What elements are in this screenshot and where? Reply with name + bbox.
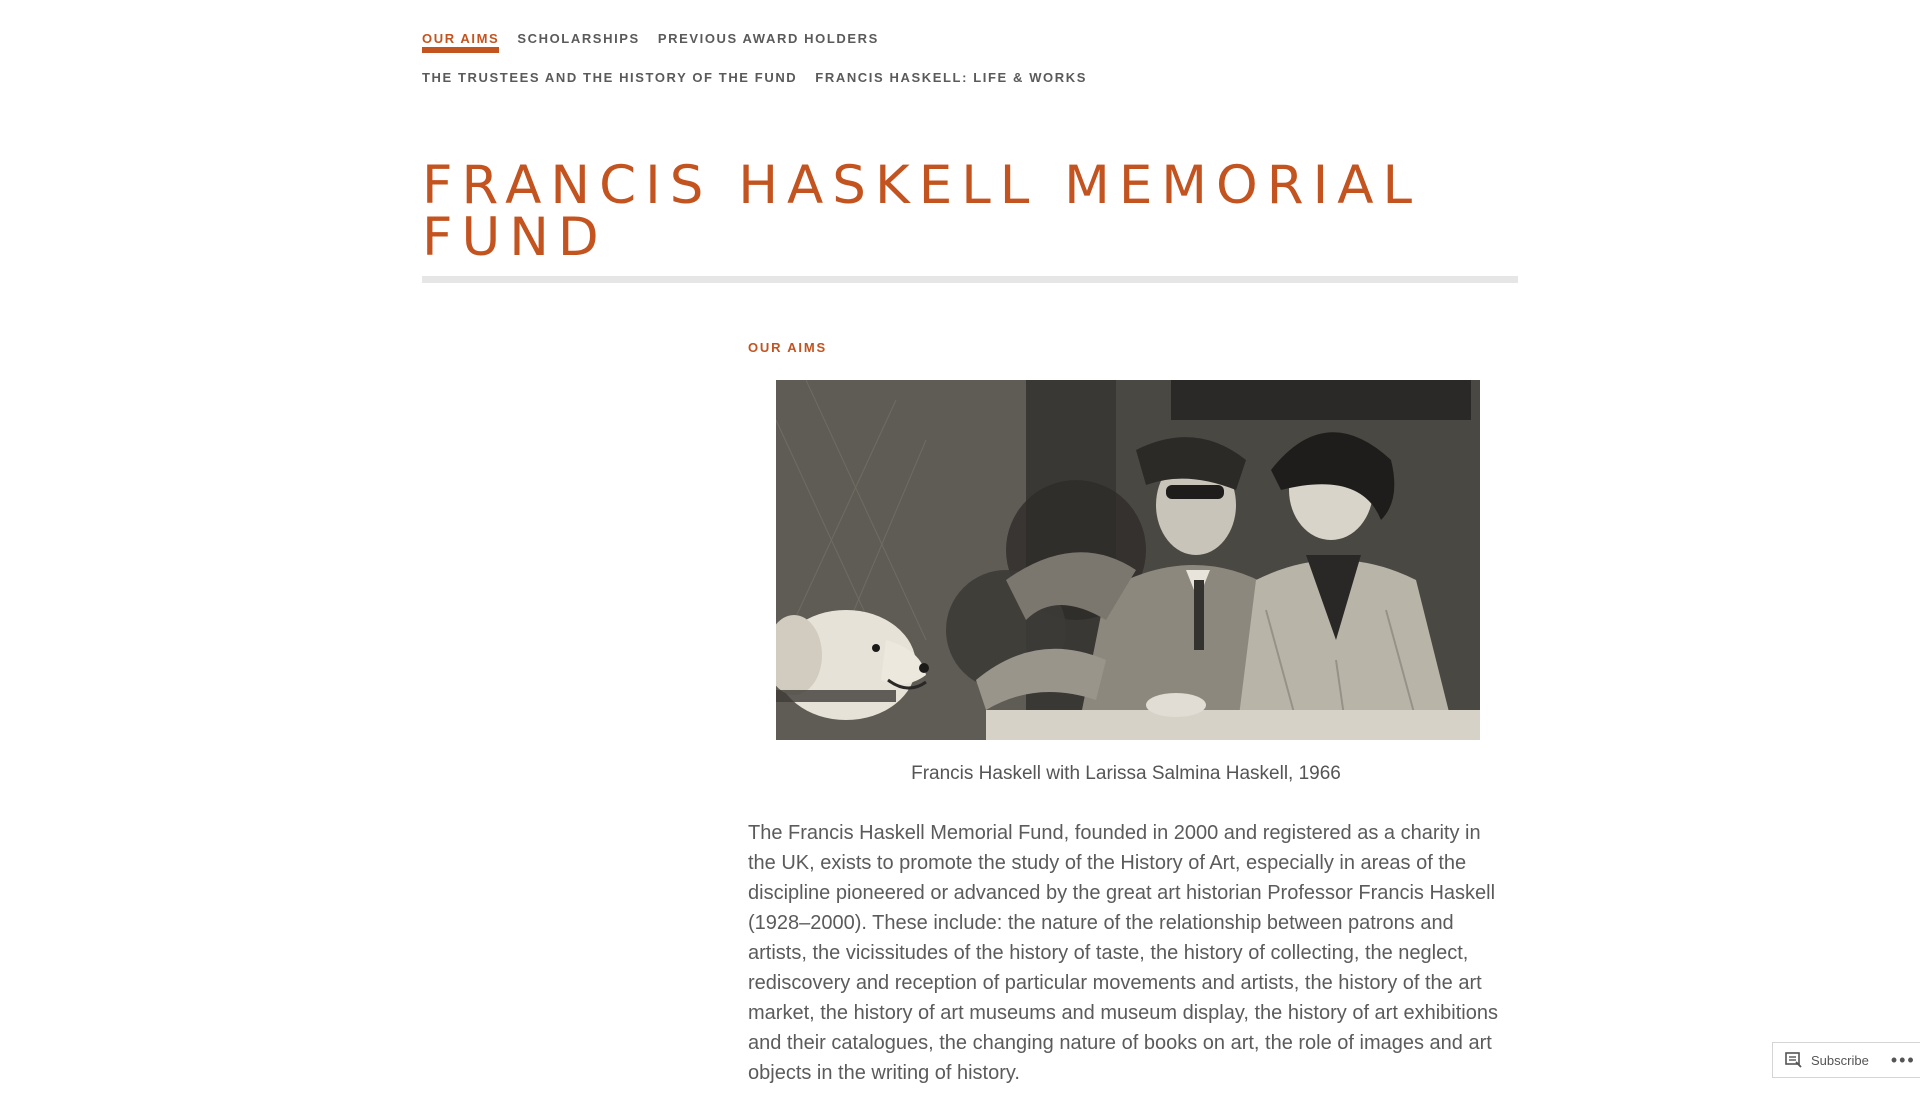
nav-row-2 [422,67,1518,89]
photo-haskell-image [776,380,1480,740]
subscribe-button[interactable] [1772,1042,1920,1078]
title-divider [422,276,1518,283]
main-content [748,336,1498,1108]
nav-item-scholarships[interactable]: SCHOLARSHIPS [517,31,640,46]
photo-caption: Francis Haskell with Larissa Salmina Haskell, 1966 [911,763,1341,784]
nav-item-previous-award-holders[interactable]: PREVIOUS AWARD HOLDERS [657,31,879,46]
main-navigation [422,28,1518,89]
subscribe-label: Subscribe [1811,1052,1869,1068]
nav-row-1 [422,28,1518,50]
nav-item-our-aims[interactable]: OUR AIMS [422,28,499,50]
intro-paragraph: The Francis Haskell Memorial Fund, founded in 2000 and registered as a charity in the UK, exists to promote the study of the History of Art, especially in areas of the discipline pioneered or advanced by the great art historian Professor Francis Haskell (1928–2000). These include: the nature of the relationship between patrons and artists, the vicissitudes of the history of taste, the history of collecting, the neglect, rediscovery and reception of particular movements and artists, the history of the art market, the history of art museums and museum display, the history of art exhibitions and their catalogues, the changing nature of books on art, the role of images and art objects in the writing of history. [748,822,1498,1084]
photo-illustration [776,380,1480,740]
site-title-line-1: FRANCIS HASKELL MEMORIAL [422,155,1421,216]
page-title: OUR AIMS [748,340,827,355]
more-options-icon[interactable]: ••• [1890,1050,1916,1070]
nav-item-life-works[interactable]: FRANCIS HASKELL: LIFE & WORKS [815,70,1088,85]
site-title[interactable] [422,155,1518,268]
site-title-line-2: FUND [422,207,608,268]
photo-figure [748,380,1448,788]
reader-icon [1785,1052,1803,1068]
nav-item-trustees-history[interactable]: THE TRUSTEES AND THE HISTORY OF THE FUND [422,70,798,85]
